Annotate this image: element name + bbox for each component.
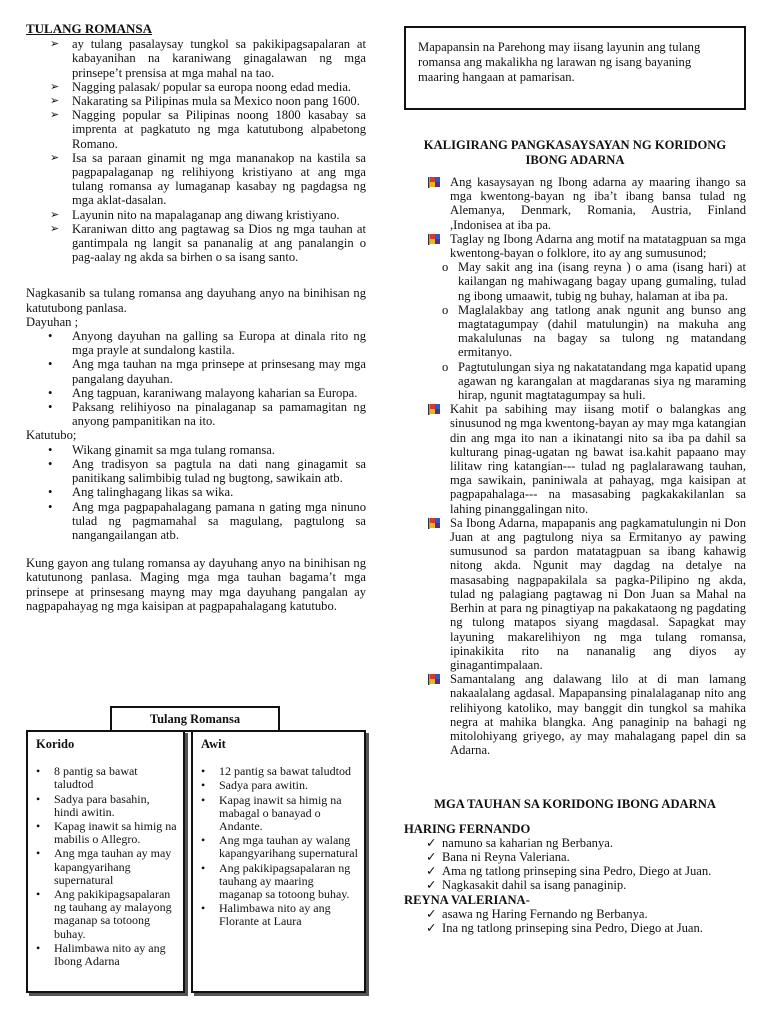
flag-bullet-icon [428,234,440,245]
awit-heading: Awit [201,737,226,751]
list-item: ✓ namuno sa kaharian ng Berbanya. [426,835,614,850]
bullet-icon: • [48,456,53,471]
check-icon: ✓ [426,906,437,921]
bullet-icon: • [201,778,206,793]
character-name-reyna-valeriana: REYNA VALERIANA- [404,892,530,907]
character-name-haring-fernando: HARING FERNANDO [404,821,531,836]
korido-list [34,765,177,968]
circle-bullet-icon: o [442,359,449,374]
list-item: • Ang tradisyon sa pagtula na dati nang ginagamit sa panitikang salimbibig tulad ng bugtong, sawikain atb. [48,456,366,486]
korido-heading: Korido [36,737,75,751]
bullet-icon: • [201,764,206,779]
check-icon: ✓ [426,920,437,935]
list-item: • Paksang relihiyoso na pinalaganap sa pamamagitan ng anyong pampanitikan na ito. [48,400,366,429]
fernando-list [404,836,746,893]
flag-bullet-icon [428,177,440,188]
bullet-icon: • [201,833,206,848]
circle-bullet-icon: o [442,302,449,317]
check-icon: ✓ [426,835,437,850]
list-item: o May sakit ang ina (isang reyna ) o ama (isang hari) at kailangan ng mahiwagang bagay upang gumaling, tulad ng ibong umaawit, tubig ng buhay, halaman at iba pa. [442,260,746,303]
list-item: ✓ Bana ni Reyna Valeriana. [426,849,570,864]
list-item: Sa Ibong Adarna, mapapanis ang pagkamatulungin ni Don Juan at ang pagtulong niya sa Ermitanyo ay pawing sumusunod sa pardon matatagpuan sa ibang kahawig nitong akda. Ngunit may dagdag na detalye na masasabing nagpapakilala sa pagka-Pilipino ng akda, tulad ng palagiang pagtawag ni Don Juan sa Mahal na Berhin at para ng pinagtiyap na pakakataong ng pagdating ng tulong matapos siyang magdasal. Sapagkat may layuning makarelihiyon ng mga tulang romansa, ipinakikita rito na nananalig ang diyos ay ginagantimpalaan. [404,516,746,672]
bullet-icon: • [36,887,41,902]
list-item: • Ang pakikipagsapalaran ng tauhang ay malayong maganap sa totoong buhay. [36,887,172,941]
label-katutubo: Katutubo; [26,428,77,443]
list-item: ✓ asawa ng Haring Fernando ng Berbanya. [426,906,648,921]
check-icon: ✓ [426,878,437,893]
bullet-icon: • [36,764,41,779]
bullet-icon: • [36,819,41,834]
list-item: • Halimbawa nito ay ang Ibong Adarna [36,940,166,969]
list-item: ✓ Ina ng tatlong prinseping sina Pedro, Diego at Juan. [426,920,703,935]
paragraph-nagkasanib: Nagkasanib sa tulang romansa ang dayuhang anyo na binihisan ng katutubong panlasa. [26,286,366,315]
label-dayuhan: Dayuhan ; [26,314,79,329]
section-title-tulang-romansa: TULANG ROMANSA [26,21,153,36]
paragraph-kung-gayon: Kung gayon ang tulang romansa ay dayuhang anyo na binihisan ng katutunong panlasa. Maging mga mga tauhan bagama’t mga prinsepe at prinsesang mayng may mga dayuhang pangalan ay nagpapahayag ng mga kaisipan at pagpapahalagang katutubo. [26,556,366,613]
bullet-icon: • [48,357,53,372]
list-item: ✓ Ama ng tatlong prinseping sina Pedro, Diego at Juan. [426,864,712,879]
left-column [26,22,366,613]
list-item: • Anyong dayuhan na galling sa Europa at dinala rito ng mga prayle at sundalong kastila. [48,329,366,358]
list-item: • 12 pantig sa bawat taludtod [201,764,351,779]
list-item: Samantalang ang dalawang lilo at di man lamang nakaalalang agdasal. Mapapansing pinalalaganap nito ang relihiyong katoliko, may banggit din tungkol sa mahika negra at mahika blangka. Ang panaginip na bahagi ng mitolohiyang griyego, ay may mahalagang papel din sa Adarna. [404,672,746,757]
bullet-icon: • [36,791,41,806]
list-item: • Ang pakikipagsapalaran ng tauhang ay maaring maganap sa totoong buhay. [201,860,351,902]
list-item: • Kapag inawit sa himig na mabilis o Allegro. [36,819,177,847]
bullet-icon: • [201,792,206,807]
bullet-icon: • [48,485,53,500]
arrow-bullet-icon: ➢ [50,151,60,164]
list-item: • Ang mga pagpapahalagang pamana n gating mga ninuno tulad ng pagmamahal sa magulang, pagtulong sa nangangailangan atb. [48,499,366,542]
list-item: o Maglalakbay ang tatlong anak ngunit ang bunso ang magtatagumpay (dahil matulungin) na makuha ang makalulunas na bagay sa tulong ng matandang ermitanyo. [442,302,746,360]
list-item: Taglay ng Ibong Adarna ang motif na matatagpuan sa mga kwentong-bayan o folklore, ito ay ang sumusunod; o May sakit ang ina (isang reyna ) o ama (isang hari) at kailangan ng mahiwagang bagay upang gumaling, tulad ng ibong umaawit, tubig ng buhay, halaman at iba pa. o Maglalakbay ang tatlong anak ngunit ang bunso ang magtatagumpay (dahil matulungin) na makuha ang makalulunas na bagay sa tulong ng matandang ermitanyo. o Pagtutulungan siya ng nakatatandang mga kapatid upang agawan ng karangalan at magdaranas siya ng maraming hirap, ngunit magtatagumpay sa huli. [404,232,746,402]
list-item: Kahit pa sabihing may iisang motif o balangkas ang sinusunod ng mga kwentong-bayan ay may mga katangian din ang mga ito nan a ikinatangi nito sa iba pa dahil sa kulturang pinag-ugatan ng bawat isa.kahit papaano may lilitaw ring katangian--- tulad ng paglalarawang tauhan, mga sawikain, paniniwala at pahayag, mga kaisipan at pagpapahalaga--- na masasabing pagkakakilanlan sa lahing pinanggalingan nito. [404,402,746,516]
list-item: ➢ Karaniwan ditto ang pagtawag sa Dios ng mga tauhan at gantimpala ng langit sa pananalig at ang panalangin o pag-aalay ng akda sa birhen o sa isang santo. [50,221,366,265]
awit-list [199,765,358,928]
right-column [404,22,746,935]
list-item: ➢ Isa sa paraan ginamit ng mga mananakop na kastila sa pagpapalaganap ng relihiyong kristiyano at ang mga tulang romansa ay lumaganap kasabay ng pagdagsa ng mga aklat-dasalan. [50,150,366,208]
list-item: ➢ Nagging popular sa Pilipinas noong 1800 kasabay sa imprenta at pagkatuto ng mga katutubong alpabetong Romano. [50,108,366,151]
list-item: • Ang talinghagang likas sa wika. [48,485,234,500]
list-item: • Ang mga tauhan ay may kapangyarihang supernatural [36,846,172,887]
list-item: ➢ Layunin nito na mapalaganap ang diwang kristiyano. [50,207,340,222]
list-item: ➢ Nakarating sa Pilipinas mula sa Mexico noon pang 1600. [50,94,360,109]
list-item: • Kapag inawit sa himig na mabagal o banayad o Andante. [201,792,342,834]
list-item: • Sadya para basahin, hindi awitin. [36,791,150,819]
circle-bullet-icon: o [442,260,449,275]
flag-bullet-icon [428,404,440,415]
bullet-icon: • [48,385,53,400]
list-item: • Wikang ginamit sa mga tulang romansa. [48,442,276,457]
bullet-icon: • [48,499,53,514]
list-item: Ang kasaysayan ng Ibong adarna ay maaring ihango sa mga kwentong-bayan ng iba’t ibang bansa tulad ng Alemanya, Denmark, Romania, Austria, Finland ,Indonisea at iba pa. [404,175,746,232]
check-icon: ✓ [426,849,437,864]
bullet-icon: • [36,940,41,955]
arrow-bullet-icon: ➢ [50,38,60,51]
list-item: • 8 pantig sa bawat taludtod [36,764,138,792]
arrow-bullet-icon: ➢ [50,109,60,122]
list-item: • Ang mga tauhan ay walang kapangyarihang supernatural [201,833,358,861]
flag-bullet-icon [428,518,440,529]
list-item: ➢ Nagging palasak/ popular sa europa noong edad media. [50,79,352,94]
arrow-bullet-icon: ➢ [50,80,60,93]
list-item: ➢ ay tulang pasalaysay tungkol sa pakikipagsapalaran at kabayanihan na karaniwang ginagalawan ng mga prinsepe’t prensisa at mga mahal na tao. [50,37,366,80]
table-title-tulang-romansa: Tulang Romansa [110,706,280,732]
list-item: • Ang tagpuan, karaniwang malayong kaharian sa Europa. [48,385,358,400]
bullet-icon: • [48,400,53,415]
list-item: ✓ Nagkasakit dahil sa isang panaginip. [426,878,627,893]
bullet-icon: • [201,901,206,916]
bullet-icon: • [48,442,53,457]
flag-bullet-icon [428,674,440,685]
list-item: • Ang mga tauhan na mga prinsepe at prinsesang may mga pangalang dayuhan. [48,357,366,386]
intro-list [26,37,366,264]
section-title-kaligirang: KALIGIRANG PANGKASAYSAYAN NG KORIDONG IBONG ADARNA [423,138,727,167]
dayuhan-list [26,329,366,428]
katutubo-list [26,443,366,542]
motif-sublist [432,260,746,402]
kaligirang-list [404,175,746,757]
list-item: • Sadya para awitin. [201,778,308,793]
list-item: o Pagtutulungan siya ng nakatatandang mga kapatid upang agawan ng karangalan at magdaranas siya ng maraming hirap, ngunit magtatagumpay sa huli. [442,359,746,403]
section-title-mga-tauhan: MGA TAUHAN SA KORIDONG IBONG ADARNA [434,797,716,812]
bullet-icon: • [201,860,206,875]
bullet-icon: • [36,846,41,861]
arrow-bullet-icon: ➢ [50,222,60,235]
arrow-bullet-icon: ➢ [50,208,60,221]
bullet-icon: • [48,329,53,344]
awit-box [191,730,366,993]
list-item: • Halimbawa nito ay ang Florante at Laura [201,901,331,929]
arrow-bullet-icon: ➢ [50,95,60,108]
note-box: Mapapansin na Parehong may iisang layunin ang tulang romansa ang makalikha ng larawan ng isang bayaning maaring hangaan at pamarisan. [404,26,746,110]
korido-box [26,730,185,993]
valeriana-list [404,907,746,935]
check-icon: ✓ [426,864,437,879]
